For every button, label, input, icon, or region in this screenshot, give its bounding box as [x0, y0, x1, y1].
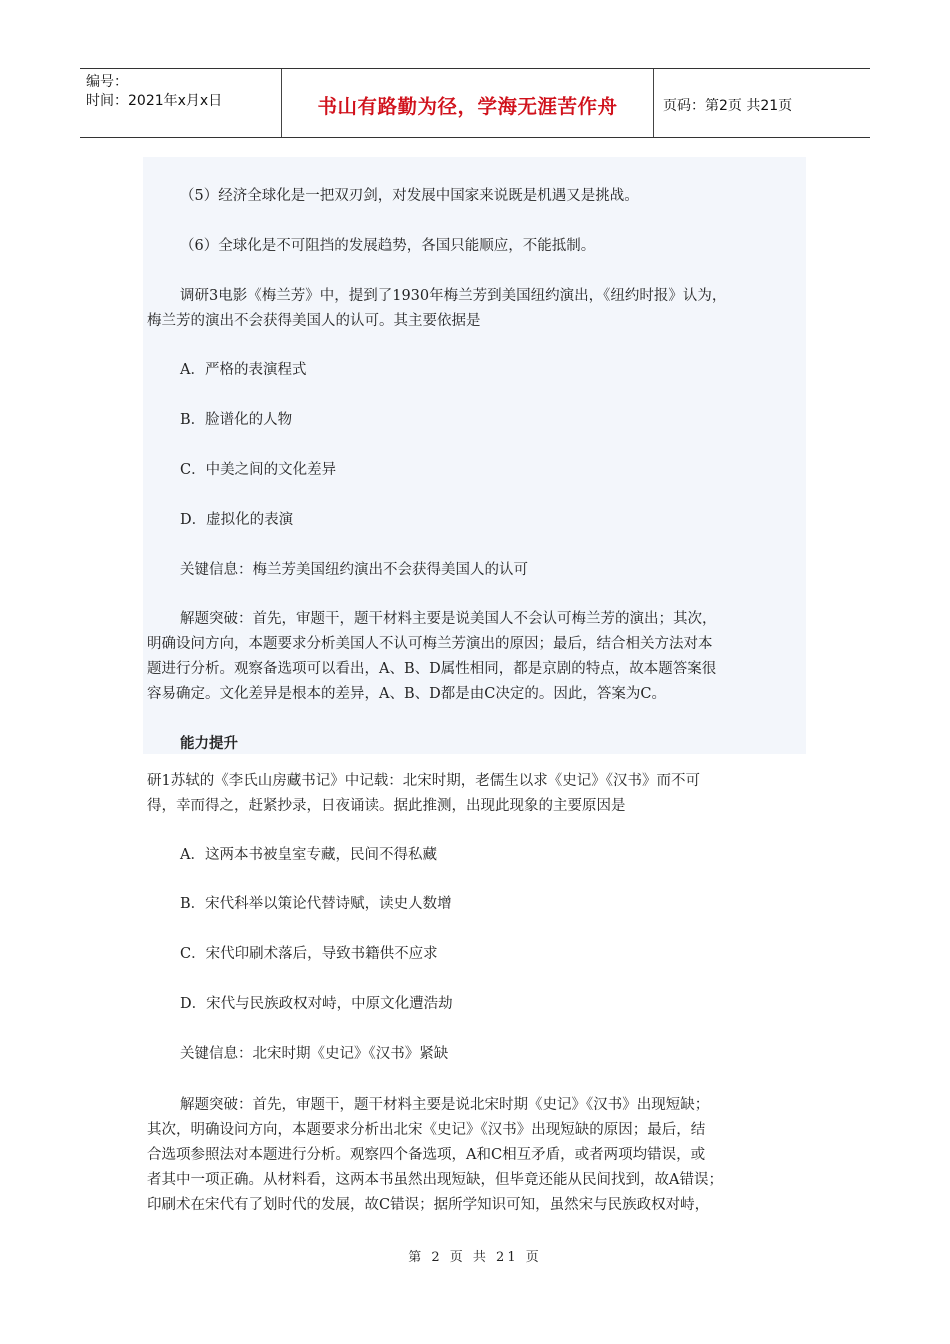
question-3-solution-line-4: 容易确定。文化差异是根本的差异，A、B、D都是由C决定的。因此，答案为C。	[147, 686, 666, 702]
paragraph-6: （6）全球化是不可阻挡的发展趋势，各国只能顺应，不能抵制。	[180, 238, 596, 254]
section-title: 能力提升	[180, 736, 238, 752]
question-3-option-a: A．严格的表演程式	[180, 362, 307, 378]
motto: 书山有路勤为径，学海无涯苦作舟	[317, 95, 618, 118]
question-3-line-2: 梅兰芳的演出不会获得美国人的认可。其主要依据是	[147, 313, 481, 329]
question-3-solution-line-1: 解题突破：首先，审题干，题干材料主要是说美国人不会认可梅兰芳的演出；其次，	[180, 611, 717, 627]
question-3-option-d: D．虚拟化的表演	[180, 512, 294, 528]
research-1-option-b: B．宋代科举以策论代替诗赋，读史人数增	[180, 896, 452, 912]
research-1-key-info: 关键信息：北宋时期《史记》《汉书》紧缺	[180, 1046, 449, 1062]
question-3-line-1: 调研3电影《梅兰芳》中，提到了1930年梅兰芳到美国纽约演出，《纽约时报》认为，	[180, 288, 727, 304]
research-1-solution-line-1: 解题突破：首先，审题干，题干材料主要是说北宋时期《史记》《汉书》出现短缺；	[180, 1097, 710, 1113]
question-3-solution-line-3: 题进行分析。观察备选项可以看出，A、B、D属性相同，都是京剧的特点，故本题答案很	[147, 661, 717, 677]
page-footer: 第 2 页 共 21 页	[408, 1250, 542, 1265]
paragraph-5: （5）经济全球化是一把双刃剑，对发展中国家来说既是机遇又是挑战。	[180, 188, 639, 204]
research-1-option-d: D．宋代与民族政权对峙，中原文化遭浩劫	[180, 996, 453, 1012]
question-3-solution-line-2: 明确设问方向，本题要求分析美国人不认可梅兰芳演出的原因；最后，结合相关方法对本	[147, 636, 713, 652]
page-label: 页码：第2页 共21页	[663, 98, 793, 114]
question-3-option-b: B．脸谱化的人物	[180, 412, 293, 428]
question-3-option-c: C．中美之间的文化差异	[180, 462, 337, 478]
header-motto-cell	[282, 69, 654, 137]
research-1-option-c: C．宋代印刷术落后，导致书籍供不应求	[180, 946, 438, 962]
research-1-solution-line-2: 其次，明确设问方向，本题要求分析出北宋《史记》《汉书》出现短缺的原因；最后，结	[147, 1122, 706, 1138]
number-label: 编号：	[86, 74, 128, 90]
research-1-line-1: 研1苏轼的《李氏山房藏书记》中记载：北宋时期，老儒生以求《史记》《汉书》而不可	[147, 773, 700, 789]
research-1-line-2: 得，幸而得之，赶紧抄录，日夜诵读。据此推测，出现此现象的主要原因是	[147, 798, 626, 814]
question-3-key-info: 关键信息：梅兰芳美国纽约演出不会获得美国人的认可	[180, 562, 528, 578]
header-page-cell	[654, 69, 870, 137]
research-1-solution-line-3: 合选项参照法对本题进行分析。观察四个备选项，A和C相互矛盾，或者两项均错误，或	[147, 1147, 706, 1163]
document-header	[80, 68, 870, 138]
research-1-solution-line-4: 者其中一项正确。从材料看，这两本书虽然出现短缺，但毕竟还能从民间找到，故A错误；	[147, 1172, 723, 1188]
research-1-option-a: A．这两本书被皇室专藏，民间不得私藏	[180, 847, 437, 863]
header-meta	[80, 69, 282, 137]
research-1-solution-line-5: 印刷术在宋代有了划时代的发展，故C错误；据所学知识可知，虽然宋与民族政权对峙，	[147, 1197, 710, 1213]
time-label: 时间：2021年x月x日	[86, 93, 223, 109]
